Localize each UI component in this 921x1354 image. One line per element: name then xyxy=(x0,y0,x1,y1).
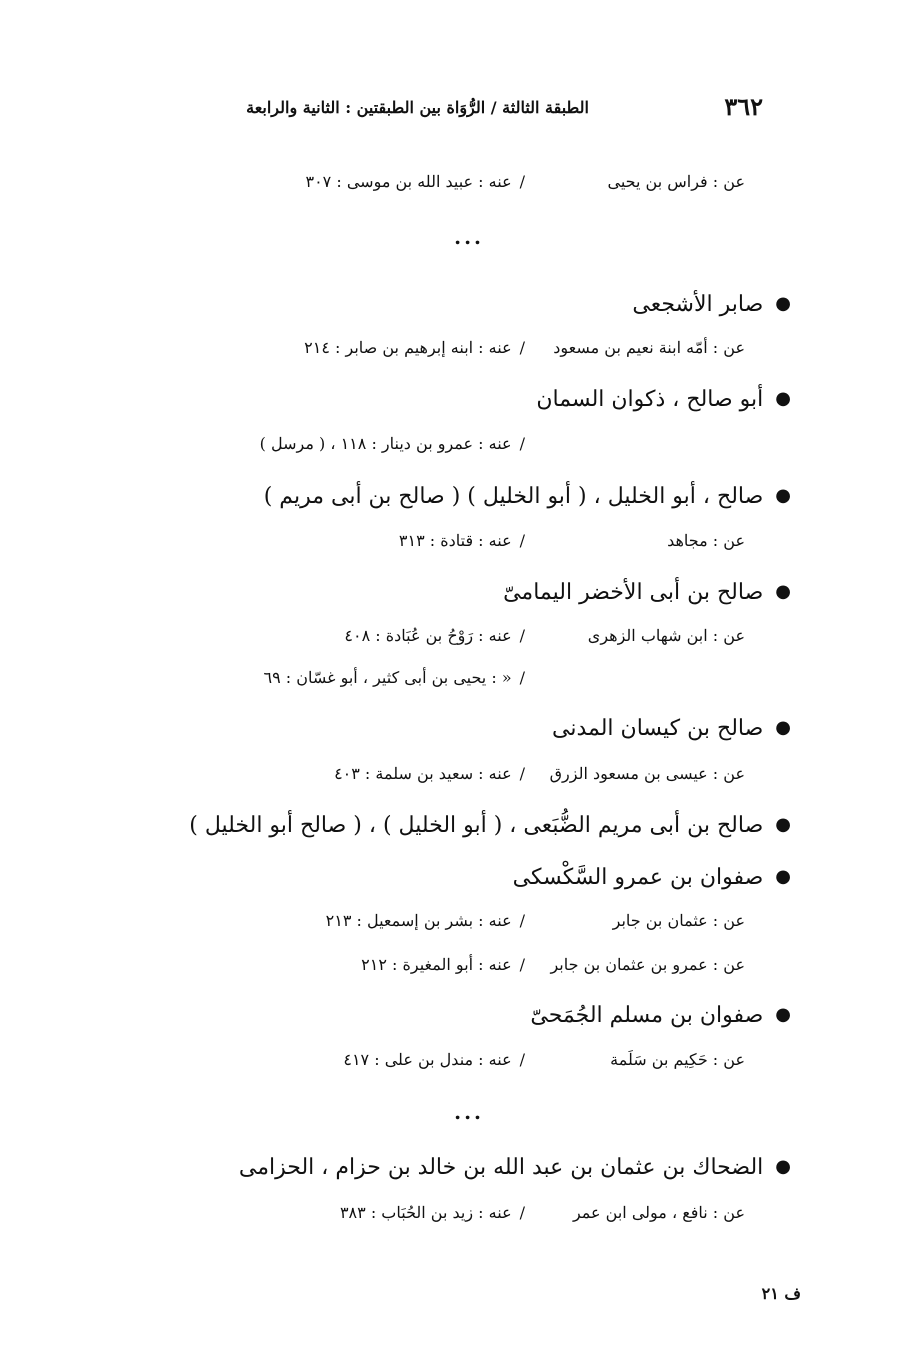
entry-heading xyxy=(513,865,791,890)
slash-separator: / xyxy=(519,1203,525,1222)
line-to: عنه : مندل بن على : ٤١٧ xyxy=(343,1050,512,1069)
entry-name: صفوان بن عمرو السَّكْسكى xyxy=(512,865,764,890)
bullet-icon: ● xyxy=(775,1004,791,1025)
entry-line xyxy=(361,955,745,974)
line-to: عنه : قتادة : ٣١٣ xyxy=(398,531,512,550)
entry-line xyxy=(343,1050,745,1069)
bullet-icon: ● xyxy=(775,388,791,409)
line-to: عنه : أبو المغيرة : ٢١٢ xyxy=(361,955,512,974)
entry-heading xyxy=(536,387,791,412)
entry-line xyxy=(334,764,745,783)
line-to: عنه : عبيد الله بن موسى : ٣٠٧ xyxy=(305,172,512,191)
entry-heading xyxy=(264,484,791,509)
entry-name: صالح بن أبى مريم الضُّبَعى ، ( أبو الخليل ) ، ( صالح أبو الخليل ) xyxy=(189,813,764,838)
line-from: عن : نافع ، مولى ابن عمر xyxy=(572,1203,745,1222)
entry-line xyxy=(344,626,745,645)
slash-separator: / xyxy=(519,531,525,550)
line-to: عنه : رَوْحُ بن عُبَادة : ٤٠٨ xyxy=(344,626,512,645)
slash-separator: / xyxy=(519,172,525,191)
page-number: ٣٦٢ xyxy=(724,92,763,121)
line-to: عنه : زيد بن الحُبَاب : ٣٨٣ xyxy=(339,1203,512,1222)
entry-heading xyxy=(239,1155,791,1180)
line-from: عن : أمّه ابنة نعيم بن مسعود xyxy=(553,338,745,357)
line-from: عن : ابن شهاب الزهرى xyxy=(587,626,745,645)
line-to: عنه : ابنه إبرهيم بن صابر : ٢١٤ xyxy=(304,338,512,357)
entry-line xyxy=(263,668,745,687)
ellipsis: ... xyxy=(454,1100,484,1124)
line-to: عنه : سعيد بن سلمة : ٤٠٣ xyxy=(334,764,512,783)
entry-heading xyxy=(189,813,791,838)
bullet-icon: ● xyxy=(775,293,791,314)
entry-heading xyxy=(632,292,791,317)
slash-separator: / xyxy=(519,626,525,645)
entry-name: صابر الأشجعى xyxy=(632,292,764,317)
slash-separator: / xyxy=(519,764,525,783)
entry-line xyxy=(326,911,745,930)
line-from: عن : فراس بن يحيى xyxy=(607,172,745,191)
line-to: عنه : عمرو بن دينار : ١١٨ ، ( مرسل ) xyxy=(259,434,512,453)
bullet-icon: ● xyxy=(775,866,791,887)
bullet-icon: ● xyxy=(775,485,791,506)
line-from: عن : عمرو بن عثمان بن جابر xyxy=(550,955,745,974)
entry-line xyxy=(399,531,745,550)
bullet-icon: ● xyxy=(775,717,791,738)
line-from: عن : مجاهد xyxy=(667,531,745,550)
line-from: عن : عيسى بن مسعود الزرق xyxy=(549,764,745,783)
ellipsis: ... xyxy=(454,225,484,249)
slash-separator: / xyxy=(519,955,525,974)
entry-name: صالح بن كيسان المدنى xyxy=(552,716,764,741)
bullet-icon: ● xyxy=(775,814,791,835)
entry-heading xyxy=(530,1003,791,1028)
slash-separator: / xyxy=(519,434,525,453)
sheet-signature: ف ٢١ xyxy=(761,1284,801,1303)
entry-name: أبو صالح ، ذكوان السمان xyxy=(536,387,764,412)
running-header: الطبقة الثالثة / الرُّوَاة بين الطبقتين : الثانية والرابعة xyxy=(246,98,589,117)
line-to: عنه : بشر بن إسمعيل : ٢١٣ xyxy=(325,911,512,930)
line-to: « : يحيى بن أبى كثير ، أبو غسّان : ٦٩ xyxy=(263,668,512,687)
entry-name: صالح ، أبو الخليل ، ( أبو الخليل ) ( صالح بن أبى مريم ) xyxy=(263,484,764,509)
entry-name: الضحاك بن عثمان بن عبد الله بن خالد بن حزام ، الحزامى xyxy=(238,1155,764,1180)
line-from: عن : عثمان بن جابر xyxy=(612,911,745,930)
entry-line xyxy=(304,338,745,357)
slash-separator: / xyxy=(519,668,525,687)
entry-line xyxy=(305,172,745,191)
entry-line xyxy=(260,434,745,453)
entry-name: صالح بن أبى الأخضر اليمامىّ xyxy=(503,580,764,605)
slash-separator: / xyxy=(519,338,525,357)
slash-separator: / xyxy=(519,911,525,930)
bullet-icon: ● xyxy=(775,1156,791,1177)
entry-line xyxy=(340,1203,745,1222)
entry-heading xyxy=(552,716,791,741)
bullet-icon: ● xyxy=(775,581,791,602)
line-from: عن : حَكِيم بن سَلَمة xyxy=(610,1050,745,1069)
entry-heading xyxy=(503,580,791,605)
slash-separator: / xyxy=(519,1050,525,1069)
entry-name: صفوان بن مسلم الجُمَحىّ xyxy=(530,1003,764,1028)
